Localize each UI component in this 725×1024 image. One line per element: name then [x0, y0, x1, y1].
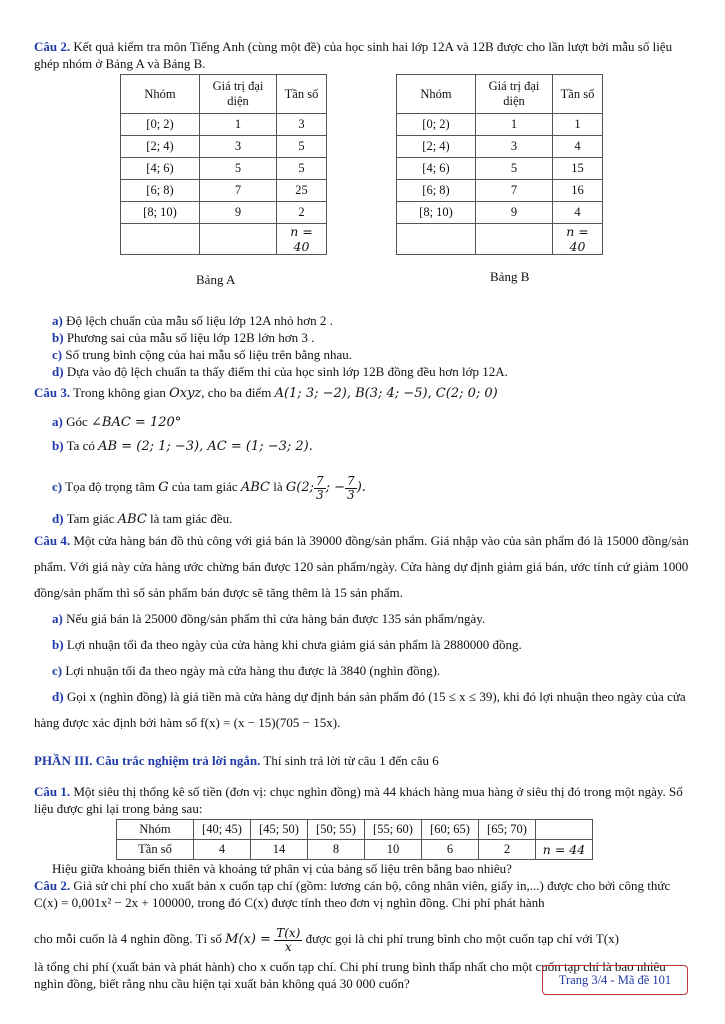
table-row [397, 180, 603, 202]
q4-label: Câu 4. [34, 533, 71, 548]
option-math: AB = (2; 1; −3), AC = (1; −3; 2). [98, 439, 313, 454]
table-row [121, 136, 327, 158]
cell: 5 [476, 158, 553, 180]
option-math: G [158, 480, 169, 495]
table-row [121, 202, 327, 224]
p3q2-math: M(x) = [225, 932, 271, 947]
option-label: a) [52, 313, 63, 328]
table-b-total: n = 40 [553, 224, 603, 255]
cell: 7 [200, 180, 277, 202]
page-footer: Trang 3/4 - Mã đề 101 [542, 965, 688, 995]
table-a-total: n = 40 [277, 224, 327, 255]
fraction-num: T(x) [276, 925, 301, 940]
q2-stem [34, 38, 694, 72]
table-row [117, 820, 593, 840]
table-a-header [121, 75, 327, 114]
cell: 1 [200, 114, 277, 136]
q3-label: Câu 3. [34, 385, 71, 400]
cell: [50; 55) [308, 820, 365, 840]
table-row [117, 840, 593, 860]
page-content [34, 38, 694, 992]
cell [476, 224, 553, 255]
cell: [0; 2) [397, 114, 476, 136]
q4-stem [34, 528, 694, 606]
option-math: ∠BAC = 120° [91, 415, 182, 430]
option-text: Phương sai của mẫu số liệu lớp 12B lớn hơn 3 . [66, 330, 315, 345]
q3-stem [34, 382, 694, 405]
cell: 3 [200, 136, 277, 158]
part3-note: Thí sinh trả lời từ câu 1 đến câu 6 [263, 753, 439, 768]
option-text: Tam giác [66, 511, 115, 526]
part3-heading [34, 752, 694, 769]
q3-option-a [34, 411, 694, 434]
cell: 25 [277, 180, 327, 202]
table-b-caption: Bảng B [490, 269, 530, 284]
option-text: Số trung bình cộng của hai mẫu số liệu trên bằng nhau. [65, 347, 353, 362]
table-row [121, 114, 327, 136]
option-text: của tam giác [171, 479, 238, 494]
table-b [396, 74, 603, 255]
table-a-caption: Bảng A [196, 272, 236, 287]
fraction-den: 3 [316, 487, 324, 502]
q3-text-mid: , cho ba điểm [201, 385, 272, 400]
q4-option-b [34, 632, 694, 658]
q2-label: Câu 2. [34, 39, 71, 54]
option-text: Tọa độ trọng tâm [65, 479, 156, 494]
table-b-h-freq: Tần số [553, 75, 603, 114]
q2-tables [34, 74, 694, 287]
p3q1-stem [34, 783, 694, 817]
option-math: ABC [240, 480, 270, 495]
option-text: Góc [66, 414, 88, 429]
option-label: b) [52, 330, 64, 345]
table-total-row [121, 224, 327, 255]
q4-text: Một cửa hàng bán đồ thủ công với giá bán là 39000 đồng/sản phẩm. Giá nhập vào của sản phẩm đó là 15000 đồng/sản phẩm. Với giá này cửa hàng ước chừng bán được 120 sản phẩm/ngày. Cửa hàng dự định giảm giá bán, ước tính cứ giảm 1000 đồng/sản phẩm thì số sản phẩm bán được sẽ tăng thêm là 15 sản phẩm. [34, 533, 689, 600]
cell: 15 [553, 158, 603, 180]
p3q2-text1 [34, 877, 694, 911]
option-text: là tam giác đều. [150, 511, 233, 526]
cell: Tần số [117, 840, 194, 860]
option-label: b) [52, 637, 64, 652]
fraction-num: 7 [316, 473, 324, 488]
q2-text: Kết quả kiểm tra môn Tiếng Anh (cùng một đề) của học sinh hai lớp 12A và 12B được cho lần lượt bởi mẫu số liệu ghép nhóm ở Bảng A và Bảng B. [34, 39, 673, 71]
fraction-den: x [284, 939, 292, 954]
cell: 5 [200, 158, 277, 180]
table-row [121, 158, 327, 180]
p3q1-text: Một siêu thị thống kê số tiền (đơn vị: chục nghìn đồng) mà 44 khách hàng mua hàng ở siêu thị đó trong một ngày. Số liệu được ghi lại trong bảng sau: [34, 784, 683, 816]
fraction [314, 475, 326, 502]
q3-text-pre: Trong không gian [73, 385, 166, 400]
p3q2-text3: là tổng chi phí (xuất bản và phát hành) cho x cuốn tạp chí. Chi phí trung bình thấp nhất cho một cuốn tạp chí là bao nhiêu nghìn đồng, biết rằng nhu cầu hiện tại xuất bản không quá 30 000 cuốn? [34, 959, 666, 991]
part3-title: PHẦN III. Câu trắc nghiệm trả lời ngắn. [34, 753, 261, 768]
table-b-h-value: Giá trị đại diện [476, 75, 553, 114]
table-a-h-value: Giá trị đại diện [200, 75, 277, 114]
cell: [55; 60) [365, 820, 422, 840]
cell: 7 [476, 180, 553, 202]
option-label: c) [52, 479, 63, 494]
p3q2-text: được gọi là chi phí trung bình cho một cuốn tạp chí với T(x) [305, 931, 619, 946]
table-row [397, 202, 603, 224]
p3q2-text: Giả sử chi phí cho xuất bản x cuốn tạp chí (gồm: lương cán bộ, công nhân viên, giấy in,...) được cho bởi công thức C(x) = 0,001x² − 2x + 100000, trong đó C(x) được tính theo đơn vị nghìn đồng. Chi phí phát hành [34, 878, 671, 910]
option-text: Độ lệch chuẩn của mẫu số liệu lớp 12A nhỏ hơn 2 . [66, 313, 333, 328]
p3q2-text: cho mỗi cuốn là 4 nghìn đồng. Tỉ số [34, 931, 222, 946]
cell: 1 [553, 114, 603, 136]
q2-option-d [34, 363, 694, 380]
fraction [274, 927, 302, 954]
cell [397, 224, 476, 255]
table-row [397, 158, 603, 180]
cell: 6 [422, 840, 479, 860]
option-text: Lợi nhuận tối đa theo ngày mà cửa hàng thu được là 3840 (nghìn đồng). [65, 663, 441, 678]
cell: 16 [553, 180, 603, 202]
table-b-header [397, 75, 603, 114]
cell: [40; 45) [194, 820, 251, 840]
option-label: d) [52, 689, 64, 704]
cell: 3 [476, 136, 553, 158]
p3q2-text2 [34, 921, 694, 958]
cell: 5 [277, 158, 327, 180]
option-text: Ta có [66, 438, 95, 453]
q3-space: Oxyz [169, 386, 202, 401]
q3-option-b [34, 434, 694, 459]
cell: 4 [553, 136, 603, 158]
table-b-h-group: Nhóm [397, 75, 476, 114]
fraction-num: 7 [347, 473, 355, 488]
fraction-den: 3 [347, 487, 355, 502]
table-row [121, 180, 327, 202]
cell [536, 820, 593, 840]
cell [121, 224, 200, 255]
q2-option-a [34, 312, 694, 329]
cell: 2 [277, 202, 327, 224]
option-text: Nếu giá bán là 25000 đồng/sản phẩm thì cửa hàng bán được 135 sản phẩm/ngày. [66, 611, 486, 626]
p3q1-question: Hiệu giữa khoảng biến thiên và khoảng tứ phân vị của bảng số liệu trên bằng bao nhiêu? [52, 861, 512, 876]
p3q1-label: Câu 1. [34, 784, 71, 799]
cell: 8 [308, 840, 365, 860]
cell: 2 [479, 840, 536, 860]
q4-option-a [34, 606, 694, 632]
option-label: b) [52, 438, 64, 453]
cell: [6; 8) [121, 180, 200, 202]
cell: 14 [251, 840, 308, 860]
p3q2-label: Câu 2. [34, 878, 71, 893]
q4-option-c [34, 658, 694, 684]
option-text: Lợi nhuận tối đa theo ngày của cửa hàng khi chưa giảm giá sản phẩm là 2880000 đồng. [66, 637, 522, 652]
cell: [2; 4) [397, 136, 476, 158]
q2-option-b [34, 329, 694, 346]
table-a [120, 74, 327, 255]
cell: [60; 65) [422, 820, 479, 840]
cell: 3 [277, 114, 327, 136]
cell: [8; 10) [397, 202, 476, 224]
cell [200, 224, 277, 255]
cell: [0; 2) [121, 114, 200, 136]
cell: [45; 50) [251, 820, 308, 840]
option-math: ). [356, 480, 366, 495]
q2-option-c [34, 346, 694, 363]
cell: [4; 6) [121, 158, 200, 180]
q4-option-d [34, 684, 694, 736]
option-math: ; − [325, 480, 346, 495]
table-row [397, 114, 603, 136]
q3-points: A(1; 3; −2), B(3; 4; −5), C(2; 0; 0) [274, 386, 498, 401]
cell: n = 44 [536, 840, 593, 860]
cell: [65; 70) [479, 820, 536, 840]
option-label: d) [52, 511, 64, 526]
cell: 4 [194, 840, 251, 860]
cell: 5 [277, 136, 327, 158]
option-math: ABC [117, 512, 147, 527]
option-text: là [273, 479, 283, 494]
q3-option-d [34, 510, 694, 528]
table-a-h-group: Nhóm [121, 75, 200, 114]
option-label: a) [52, 414, 63, 429]
option-text: Gọi x (nghìn đồng) là giá tiền mà cửa hàng dự định bán sản phẩm đó (15 ≤ x ≤ 39), khi đó lợi nhuận theo ngày của cửa hàng được xác định bởi hàm số f(x) = (x − 15)(705 − 15x). [34, 689, 686, 730]
cell: 4 [553, 202, 603, 224]
cell: [4; 6) [397, 158, 476, 180]
table-row [397, 136, 603, 158]
cell: 9 [200, 202, 277, 224]
cell: [6; 8) [397, 180, 476, 202]
option-label: c) [52, 347, 63, 362]
table-a-h-freq: Tần số [277, 75, 327, 114]
option-label: d) [52, 364, 64, 379]
option-math: G(2; [285, 480, 314, 495]
option-label: a) [52, 611, 63, 626]
q3-option-c [34, 469, 694, 506]
cell: [8; 10) [121, 202, 200, 224]
cell: [2; 4) [121, 136, 200, 158]
fraction [345, 475, 357, 502]
cell: 9 [476, 202, 553, 224]
option-text: Dựa vào độ lệch chuẩn ta thấy điểm thi của học sinh lớp 12B đồng đều hơn lớp 12A. [66, 364, 508, 379]
cell: Nhóm [117, 820, 194, 840]
table-total-row [397, 224, 603, 255]
option-label: c) [52, 663, 63, 678]
p3q1-table [116, 819, 593, 860]
cell: 10 [365, 840, 422, 860]
cell: 1 [476, 114, 553, 136]
